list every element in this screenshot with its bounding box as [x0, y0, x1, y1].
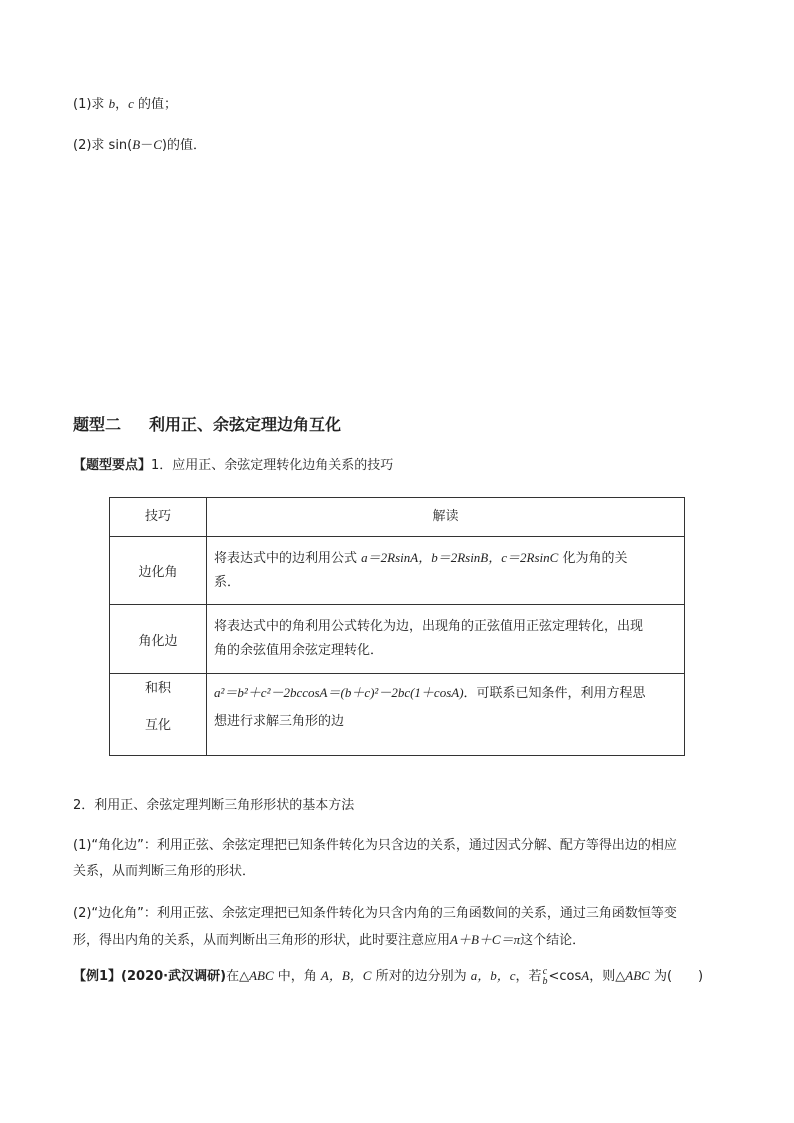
- method-p2-post: 这个结论．: [520, 933, 586, 948]
- row3-text-line1: ．可联系已知条件，利用方程思: [463, 686, 646, 701]
- example-text: 在△: [226, 969, 250, 984]
- technique-description: [207, 674, 685, 756]
- example-source: (2020·武汉调研): [121, 969, 227, 984]
- techniques-table: [109, 497, 685, 756]
- example-1: [73, 966, 703, 987]
- section-title: 利用正、余弦定理边角互化: [149, 415, 342, 434]
- row1-text-post: 化为角的关: [558, 551, 628, 566]
- row1-formula: a＝2RsinA，b＝2RsinB，c＝2RsinC: [361, 550, 559, 565]
- fraction-numerator: c: [542, 965, 548, 977]
- q2-prefix: (2)求 sin(: [73, 138, 133, 153]
- example-text: <cos: [548, 969, 582, 984]
- example-text: ，则△: [589, 969, 626, 984]
- triangle-abc: ABC: [249, 968, 274, 983]
- question-part-2: [73, 135, 206, 156]
- row3-formula: a²＝b²＋c²－2bccosA＝(b＋c)²－2bc(1＋cosA): [214, 685, 464, 700]
- var-b: b: [108, 96, 116, 111]
- example-tag: 【例1】: [73, 969, 122, 984]
- method-title: 2．利用正、余弦定理判断三角形形状的基本方法: [73, 798, 355, 813]
- method-p2-formula: A＋B＋C＝π: [450, 932, 521, 947]
- row3-name-line2: 互化: [144, 718, 171, 733]
- technique-name: 边化角: [110, 537, 207, 605]
- q2-suffix: )的值．: [161, 138, 206, 153]
- keypoint-line: [73, 456, 393, 476]
- keypoint-tag: 【题型要点】: [73, 458, 152, 473]
- method-p1-line1: (1)“角化边”：利用正弦、余弦定理把已知条件转化为只含边的关系，通过因式分解、配方等得出边的相应: [73, 838, 677, 853]
- q1-sep: ，: [115, 97, 129, 112]
- row3-name-line1: 和积: [144, 681, 171, 696]
- example-text: 中，角: [273, 969, 321, 984]
- example-text: ，若: [515, 969, 542, 984]
- q1-prefix: (1)求: [73, 97, 109, 112]
- table-header-technique: 技巧: [110, 498, 207, 537]
- row2-text-line2: 角的余弦值用余弦定理转化．: [214, 643, 384, 658]
- question-part-1: [73, 94, 177, 115]
- section-heading: [73, 412, 341, 435]
- table-row: [110, 605, 685, 674]
- q2-minus: －: [140, 138, 154, 153]
- table-row: [110, 674, 685, 756]
- fraction-denominator: b: [542, 975, 548, 987]
- method-p2-line2: [73, 930, 585, 951]
- technique-description: [207, 537, 685, 605]
- method-p2-pre: 形，得出内角的关系，从而判断出三角形的形状，此时要注意应用: [73, 933, 451, 948]
- row2-text-line1: 将表达式中的角利用公式转化为边，出现角的正弦值用正弦定理转化，出现: [214, 619, 644, 634]
- section-label: 题型二: [73, 415, 122, 434]
- technique-name: 角化边: [110, 605, 207, 674]
- table-header-row: [110, 498, 685, 537]
- row1-text-line2: 系．: [214, 575, 241, 590]
- angle-vars: A，B，C: [320, 968, 372, 983]
- keypoint-text: 1．应用正、余弦定理转化边角关系的技巧: [151, 458, 394, 473]
- method-p2-line1: (2)“边化角”：利用正弦、余弦定理把已知条件转化为只含内角的三角函数间的关系，通过三角函数恒等变: [73, 906, 677, 921]
- row1-text-pre: 将表达式中的边利用公式: [214, 551, 362, 566]
- q1-suffix: 的值；: [133, 97, 177, 112]
- table-header-interpretation: 解读: [207, 498, 685, 537]
- triangle-abc: ABC: [625, 968, 650, 983]
- example-text: 所对的边分别为: [371, 969, 471, 984]
- var-A: A: [581, 968, 590, 983]
- method-p1-line2: 关系，从而判断三角形的形状．: [73, 864, 256, 879]
- technique-name: [110, 674, 207, 756]
- technique-description: [207, 605, 685, 674]
- row3-text-line2: 想进行求解三角形的边: [214, 714, 345, 729]
- example-answer-blank: 为( ): [649, 969, 704, 984]
- var-B: B: [132, 137, 141, 152]
- table-row: [110, 537, 685, 605]
- var-c: c: [128, 96, 134, 111]
- side-vars: a，b，c: [470, 968, 516, 983]
- var-C: C: [153, 137, 162, 152]
- fraction-c-over-b: [543, 967, 548, 987]
